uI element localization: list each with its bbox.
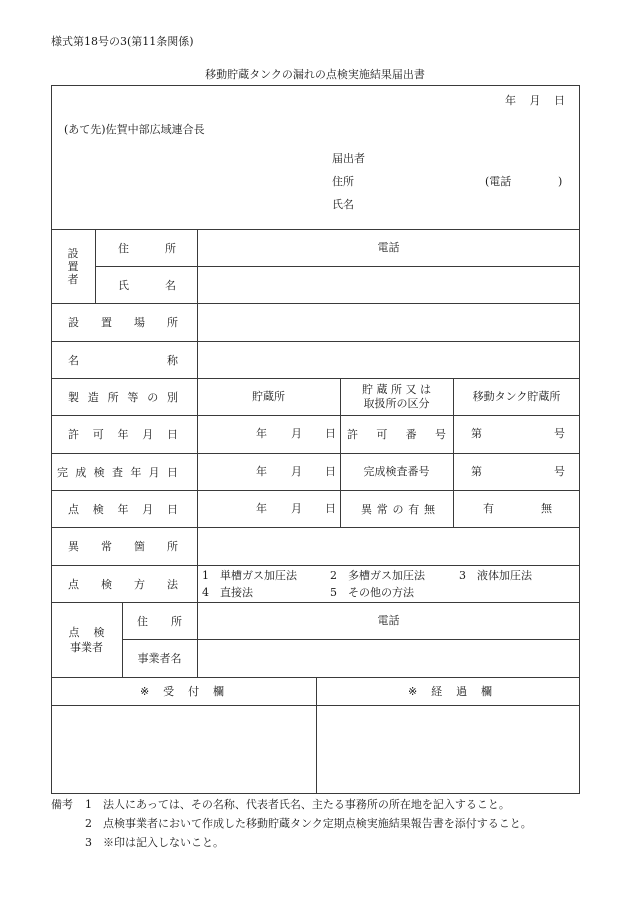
name-label: 名 称 bbox=[68, 353, 178, 367]
applicant-address-label: 住所 bbox=[332, 175, 354, 188]
note-item-2: 2 点検事業者において作成した移動貯蔵タンク定期点検実施結果報告書を添付すること。 bbox=[85, 817, 532, 830]
anomaly-yes[interactable]: 有 bbox=[483, 502, 494, 515]
inspect-date-label: 完 成 検 査 年 月 日 bbox=[57, 465, 178, 479]
permit-date-label: 許 可 年 月 日 bbox=[68, 428, 178, 441]
method-label: 点 検 方 法 bbox=[68, 577, 178, 591]
anomaly-label: 異 常 の 有 無 bbox=[361, 502, 435, 516]
form-number: 様式第18号の3(第11条関係) bbox=[51, 35, 194, 48]
progress-header: ※ 経 過 欄 bbox=[408, 684, 492, 698]
inspector-phone-label: 電話 bbox=[377, 614, 400, 627]
installer-group-label: 設 置 者 bbox=[67, 246, 79, 286]
anomaly-location-label: 異 常 箇 所 bbox=[68, 540, 178, 553]
method-option-5[interactable]: 5 その他の方法 bbox=[330, 586, 414, 599]
header-date bbox=[505, 95, 565, 106]
installer-name-label: 氏 名 bbox=[118, 278, 176, 292]
inspect-no-label: 完成検査番号 bbox=[363, 465, 430, 478]
reception-area bbox=[52, 706, 315, 793]
method-option-4[interactable]: 4 直接法 bbox=[202, 586, 253, 599]
permit-no-value[interactable]: 第 号 bbox=[471, 427, 565, 440]
check-date-value[interactable]: 年 月 日 bbox=[256, 502, 336, 515]
note-item-1: 1 法人にあっては、その名称、代表者氏名、主たる事務所の所在地を記入すること。 bbox=[85, 798, 510, 811]
progress-area bbox=[317, 706, 579, 793]
reception-header: ※ 受 付 欄 bbox=[140, 684, 224, 698]
method-option-1[interactable]: 1 単槽ガス加圧法 bbox=[202, 569, 297, 582]
permit-no-label: 許 可 番 号 bbox=[347, 428, 446, 441]
form-title: 移動貯蔵タンクの漏れの点検実施結果届出書 bbox=[205, 68, 425, 81]
inspect-no-value[interactable]: 第 号 bbox=[471, 465, 565, 478]
applicant-label: 届出者 bbox=[332, 152, 365, 165]
facility-type-label: 製 造 所 等 の 別 bbox=[68, 390, 178, 404]
permit-date-value[interactable]: 年 月 日 bbox=[256, 427, 336, 440]
header-date-day: 日 bbox=[554, 94, 565, 107]
notes-label: 備考 bbox=[51, 798, 73, 811]
addressee: (あて先)佐賀中部広域連合長 bbox=[64, 123, 205, 136]
inspect-date-value[interactable]: 年 月 日 bbox=[256, 465, 336, 478]
applicant-phone-open: (電話 bbox=[485, 175, 512, 188]
method-option-3[interactable]: 3 液体加圧法 bbox=[459, 569, 532, 582]
check-date-label: 点 検 年 月 日 bbox=[68, 502, 178, 516]
anomaly-no[interactable]: 無 bbox=[541, 502, 552, 515]
location-label: 設 置 場 所 bbox=[68, 316, 178, 329]
method-option-2[interactable]: 2 多槽ガス加圧法 bbox=[330, 569, 425, 582]
storage-class-value: 移動タンク貯蔵所 bbox=[472, 390, 561, 403]
anomaly-choice[interactable] bbox=[453, 490, 580, 527]
inspector-group-label: 点 検 事業者 bbox=[68, 625, 105, 654]
header-date-year: 年 bbox=[505, 94, 516, 107]
applicant-name-label: 氏名 bbox=[332, 198, 354, 211]
inspector-company-label: 事業者名 bbox=[137, 651, 182, 665]
header-date-month: 月 bbox=[529, 94, 541, 107]
installer-address-label: 住 所 bbox=[118, 241, 176, 255]
note-item-3: 3 ※印は記入しないこと。 bbox=[85, 836, 224, 849]
method-options bbox=[197, 565, 580, 602]
storage-class-label: 貯 蔵 所 又 は 取扱所の区分 bbox=[362, 383, 431, 410]
applicant-phone-close: ) bbox=[558, 175, 563, 188]
installer-phone-label: 電話 bbox=[377, 241, 400, 254]
inspector-address-label: 住 所 bbox=[137, 614, 182, 628]
facility-type-value: 貯蔵所 bbox=[252, 390, 285, 403]
